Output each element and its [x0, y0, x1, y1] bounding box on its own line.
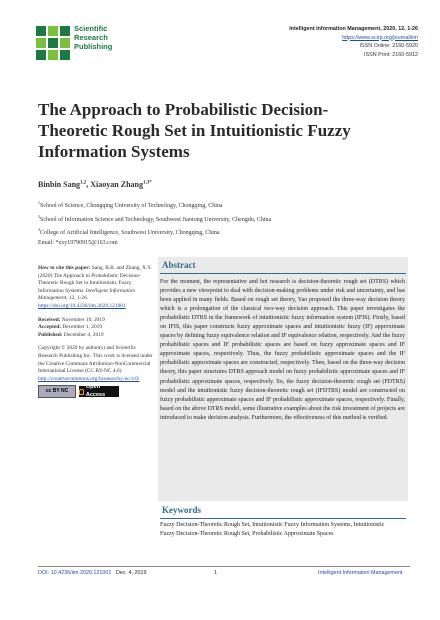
logo-line-1: Scientific — [74, 24, 108, 33]
publisher-logo — [36, 22, 156, 66]
author-2: , Xiaoyan Zhang — [86, 180, 143, 189]
footer-doi — [38, 570, 147, 576]
abstract-heading: Abstract — [162, 260, 196, 270]
open-access-badge — [79, 386, 119, 397]
citation — [38, 265, 156, 311]
author-1: Binbin Sang — [38, 180, 81, 189]
affiliation-2 — [38, 212, 398, 226]
logo-text — [74, 24, 112, 51]
footer-doi-text[interactable]: DOI: 10.4236/iim.2020.121001 — [38, 570, 112, 576]
affiliation-3 — [38, 225, 398, 239]
open-access-label: Open Access — [85, 384, 106, 398]
published-label: Published: — [38, 331, 63, 338]
author-1-sup: 1,2 — [80, 180, 87, 186]
affil-sup: 2 — [38, 213, 40, 219]
abstract-rule — [160, 273, 406, 274]
left-sidebar — [38, 265, 156, 398]
license-badges — [38, 385, 156, 398]
affiliation-1 — [38, 198, 398, 212]
footer-journal: Intelligent Information Management — [318, 570, 403, 576]
journal-info — [289, 25, 418, 59]
accepted-label: Accepted: — [38, 324, 62, 331]
logo-line-2: Research — [74, 33, 108, 42]
received-label: Received: — [38, 316, 61, 323]
accepted-date: December 1, 2019 — [61, 324, 103, 331]
footer-rule — [38, 566, 410, 567]
keywords-body: Fuzzy Decision-Theoretic Rough Set, Intuitionistic Fuzzy Information Systems, Intuitionistic Fuzzy Decision-Theoretic Rough Set, Probabilistic Approximate Spaces — [160, 522, 385, 537]
cc-license-badge[interactable]: cc BY NC — [38, 385, 76, 398]
copyright-text: Copyright © 2020 by author(s) and Scientific Research Publishing Inc. This work is licensed under the Creative Commons Attribution-NonCommercial International License (CC BY-NC 4.0). — [38, 345, 153, 375]
footer-date: Dec. 4, 2019 — [115, 570, 147, 576]
affil-sup: 3 — [38, 227, 40, 232]
email: Email: *zxy19790915@163.com — [38, 239, 118, 246]
keywords-heading: Keywords — [162, 505, 201, 515]
logo-line-3: Publishing — [74, 42, 113, 51]
logo-grid-icon — [36, 26, 70, 60]
issn-online: ISSN Online: 2160-5920 — [359, 43, 418, 50]
open-lock-icon — [79, 389, 84, 395]
dates — [38, 317, 156, 340]
copyright — [38, 345, 156, 383]
keywords-rule — [160, 518, 406, 519]
journal-line: Intelligent Information Management, 2020, 12, 1-26 — [289, 26, 418, 32]
journal-url-link[interactable]: https://www.scirp.org/journal/iim — [342, 34, 418, 41]
paper-title: The Approach to Probabilistic Decision-Theoretic Rough Set in Intuitionistic Fuzzy Information Systems — [38, 100, 351, 161]
page-number: 1 — [214, 570, 217, 576]
author-list — [38, 180, 152, 189]
author-2-sup: 1,3* — [142, 180, 152, 186]
affiliations — [38, 198, 398, 248]
received-date: November 10, 2019 — [60, 316, 105, 323]
cite-label: How to cite this paper: — [38, 265, 91, 271]
affil-text: College of Artificial Intelligence, Southwest University, Chongqing, China — [40, 230, 220, 236]
affil-text: School of Science, Chongqing University of Technology, Chongqing, China — [40, 203, 223, 209]
cite-doi-link[interactable]: https://doi.org/10.4236/iim.2020.121001 — [38, 302, 126, 309]
issn-print: ISSN Print: 2160-5912 — [364, 51, 418, 58]
published-date: December 4, 2019 — [62, 331, 104, 338]
affil-text: School of Information Science and Technology, Southwest Jiaotong University, Chengdu, China — [40, 216, 272, 223]
cite-journal: Intelligent Information Management — [38, 287, 136, 302]
affil-sup: 1 — [38, 200, 40, 205]
cite-text: Sang, B.B. and Zhang, X.Y. (2020) The Approach to Probabilistic Decision-Theoretic Rough Set in Intuitionistic Fuzzy Information Systems. — [38, 265, 152, 294]
license-link[interactable]: http://creativecommons.org/licenses/by-nc/4.0/ — [38, 375, 140, 382]
cite-tail: , 12, 1-26. — [66, 295, 89, 302]
abstract-body: For the moment, the representative and hot research is decision-theoretic rough set (DTRS) which provides a new viewpoint to deal with decision-making problems under risk and uncertainty, and has been applied in many fields. Based on rough set theory, Yao proposed the three-way decision theory which is a prolongation of the classical two-way decision approach. This paper investigates the probabilistic DTRS in the framework of intuitionistic fuzzy information system (IFIS). Firstly, based on IFIS, this paper constructs fuzzy approximate spaces and intuitionistic fuzzy (IF) approximate spaces by defining fuzzy equivalence relation and IF equivalence relation, respectively. And the fuzzy probabilistic spaces and IF probabilistic spaces are based on fuzzy approximate spaces and IF approximate spaces, respectively. Thus, the fuzzy probabilistic approximate spaces and the IF probabilistic approximate spaces are constructed, respectively. Then, based on the three-way decision theory, this paper structures DTRS approach model on fuzzy probabilistic approximate spaces and IF probabilistic approximate spaces, respectively. So, the fuzzy decision-theoretic rough set (FDTRS) model and the intuitionistic fuzzy decision-theoretic rough set (IFDTRS) model are constructed on fuzzy probabilistic approximate spaces and IF probabilistic approximate spaces, respectively. Finally, based on the above DTRS model, some illustrative examples about the risk investment of projects are introduced to make decision analysis. Furthermore, the effectiveness of this method is verified. — [160, 279, 405, 421]
